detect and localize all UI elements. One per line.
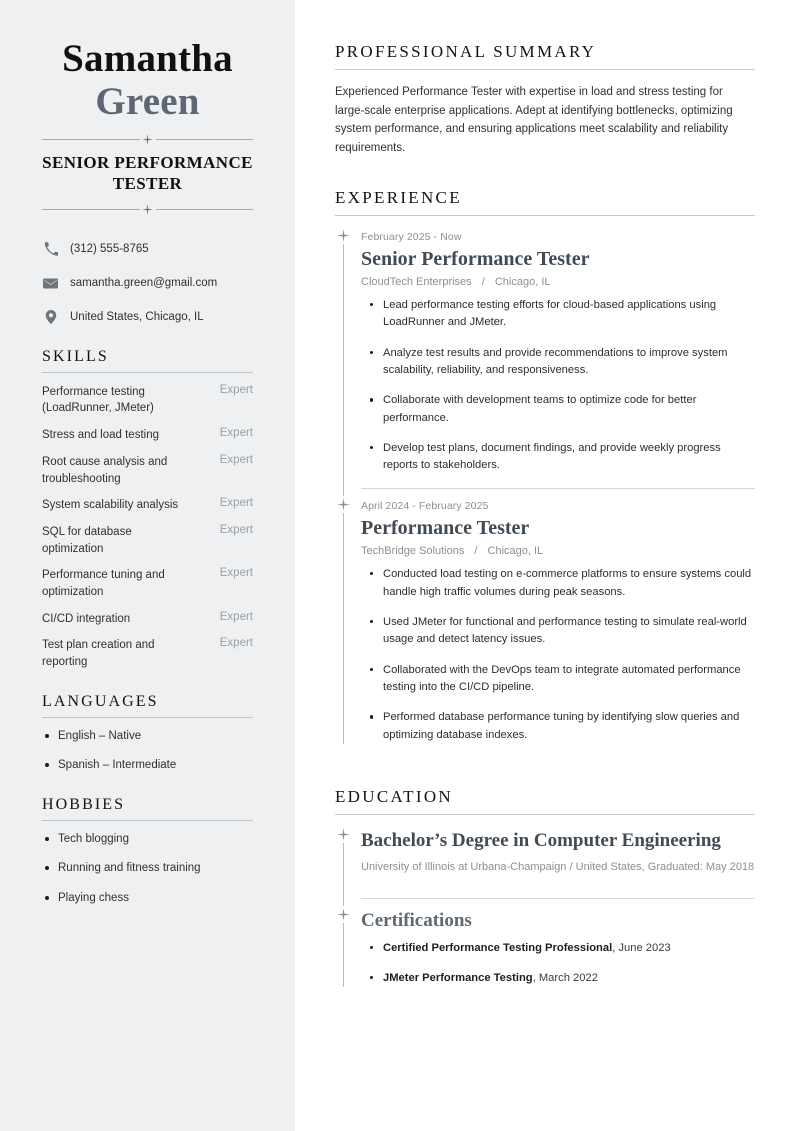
languages-list [42, 729, 253, 774]
contact-list [42, 241, 253, 326]
experience-date: April 2024 - February 2025 [361, 499, 489, 512]
education-details: United States, Graduated: May 2018 [575, 860, 755, 873]
skill-name: Root cause analysis and troubleshooting [42, 455, 168, 485]
experience-meta [361, 276, 755, 288]
skill-item [42, 611, 253, 628]
sidebar [0, 0, 295, 1131]
experience-location: Chicago, IL [487, 545, 544, 558]
languages-divider [42, 717, 253, 718]
hobbies-divider [42, 820, 253, 821]
meta-separator: / [481, 275, 485, 288]
hobbies-section [42, 796, 253, 907]
list-item: Lead performance testing efforts for cloud-based applications using LoadRunner and JMeter. [383, 297, 755, 332]
experience-role: Performance Tester [361, 516, 530, 539]
list-item [383, 970, 755, 987]
spacer [335, 158, 755, 188]
contact-location[interactable] [42, 309, 253, 326]
list-item: Playing chess [42, 891, 253, 907]
experience-entry [361, 489, 755, 744]
envelope-icon [42, 275, 59, 292]
contact-email[interactable] [42, 275, 253, 292]
certification-name: Certified Performance Testing Professional [383, 941, 613, 954]
list-item [383, 940, 755, 957]
experience-meta [361, 545, 755, 557]
skill-level: Expert [219, 523, 253, 536]
list-item: Develop test plans, document findings, and provide weekly progress reports to stakeholders. [383, 440, 755, 475]
location-text: United States, Chicago, IL [70, 310, 204, 323]
skills-section [42, 348, 253, 671]
education-entry [361, 819, 755, 899]
certifications-entry [361, 899, 755, 988]
education-title: EDUCATION [335, 787, 453, 807]
skill-name: Test plan creation and reporting [42, 639, 155, 668]
certifications-title: Certifications [361, 909, 472, 931]
list-item: Performed database performance tuning by identifying slow queries and optimizing database indexes. [383, 709, 755, 744]
skills-title: SKILLS [42, 347, 109, 365]
list-item: Used JMeter for functional and performance testing to simulate real-world usage and detect latency issues. [383, 614, 755, 649]
experience-date: February 2025 - Now [361, 230, 462, 243]
sparkle-ornament-icon [140, 132, 156, 148]
list-item: Collaborate with development teams to optimize code for better performance. [383, 392, 755, 427]
school-name: University of Illinois at Urbana-Champaign [361, 860, 567, 873]
skill-name: System scalability analysis [42, 499, 179, 512]
ornament-divider-bottom [42, 204, 253, 215]
experience-bullets [361, 297, 755, 475]
summary-title: PROFESSIONAL SUMMARY [335, 42, 597, 61]
experience-location: Chicago, IL [494, 275, 551, 288]
experience-company: TechBridge Solutions [361, 545, 465, 558]
certifications-list [361, 940, 755, 988]
experience-divider [335, 215, 755, 216]
skill-item [42, 524, 253, 557]
summary-section [335, 42, 755, 158]
meta-separator: / [474, 545, 478, 558]
meta-separator: / [569, 860, 573, 873]
skill-item [42, 384, 253, 417]
skill-name: Stress and load testing [42, 429, 159, 442]
summary-text: Experienced Performance Tester with expertise in load and stress testing for large-scale enterprise applications. Adept at identifying bottlenecks, optimizing system performance, and ensuring applications meet scalability and reliability requirements. [335, 86, 733, 154]
languages-section [42, 693, 253, 774]
summary-divider [335, 69, 755, 70]
skill-item [42, 427, 253, 444]
skill-name: CI/CD integration [42, 612, 131, 625]
name-block [42, 38, 253, 125]
list-item: Analyze test results and provide recommendations to improve system scalability, reliability, and responsiveness. [383, 345, 755, 380]
email-text: samantha.green@gmail.com [70, 276, 218, 289]
certification-date: , March 2022 [532, 972, 598, 985]
ornament-divider-top [42, 134, 253, 145]
location-pin-icon [42, 309, 59, 326]
experience-timeline [335, 220, 755, 745]
last-name: Green [95, 80, 200, 124]
first-name: Samantha [62, 37, 233, 80]
education-section [335, 787, 755, 987]
list-item: Collaborated with the DevOps team to integrate automated performance testing into the CI/CD pipeline. [383, 662, 755, 697]
skills-divider [42, 372, 253, 373]
skill-level: Expert [219, 383, 253, 396]
experience-role: Senior Performance Tester [361, 247, 590, 270]
hobbies-title: HOBBIES [42, 795, 126, 813]
skill-level: Expert [219, 610, 253, 623]
skill-level: Expert [219, 637, 253, 650]
sparkle-marker-icon [335, 826, 352, 843]
list-item: Spanish – Intermediate [42, 758, 253, 774]
education-divider [335, 814, 755, 815]
list-item: English – Native [42, 729, 253, 745]
sparkle-marker-icon [335, 906, 352, 923]
hobbies-list [42, 832, 253, 907]
list-item: Conducted load testing on e-commerce platforms to ensure systems could handle high traffic volumes during peak seasons. [383, 566, 755, 601]
experience-company: CloudTech Enterprises [361, 275, 472, 288]
experience-entry [361, 220, 755, 489]
sparkle-ornament-icon [140, 201, 156, 217]
skill-level: Expert [219, 497, 253, 510]
skill-name: Performance tuning and optimization [42, 569, 165, 598]
list-item: Tech blogging [42, 832, 253, 848]
certification-date: , June 2023 [612, 941, 671, 954]
education-timeline [335, 819, 755, 987]
education-meta [361, 860, 755, 876]
experience-title: EXPERIENCE [335, 187, 462, 207]
skill-level: Expert [219, 427, 253, 440]
degree-title: Bachelor’s Degree in Computer Engineering [361, 830, 721, 852]
headline: SENIOR PERFORMANCE TESTER [42, 153, 253, 194]
phone-icon [42, 241, 59, 258]
phone-text: (312) 555-8765 [70, 242, 149, 255]
skill-level: Expert [219, 567, 253, 580]
skill-item [42, 637, 253, 670]
skill-name: Performance testing (LoadRunner, JMeter) [42, 385, 154, 415]
certification-name: JMeter Performance Testing [383, 972, 533, 985]
experience-bullets [361, 566, 755, 744]
contact-phone[interactable] [42, 241, 253, 258]
skill-item [42, 567, 253, 600]
skill-level: Expert [219, 453, 253, 466]
skill-item [42, 497, 253, 514]
spacer [335, 757, 755, 787]
sparkle-marker-icon [335, 227, 352, 244]
list-item: Running and fitness training [42, 861, 253, 877]
experience-section [335, 188, 755, 745]
sparkle-marker-icon [335, 496, 352, 513]
main-content [295, 0, 800, 1131]
languages-title: LANGUAGES [42, 692, 159, 710]
skill-item [42, 454, 253, 487]
skill-name: SQL for database optimization [42, 525, 132, 555]
